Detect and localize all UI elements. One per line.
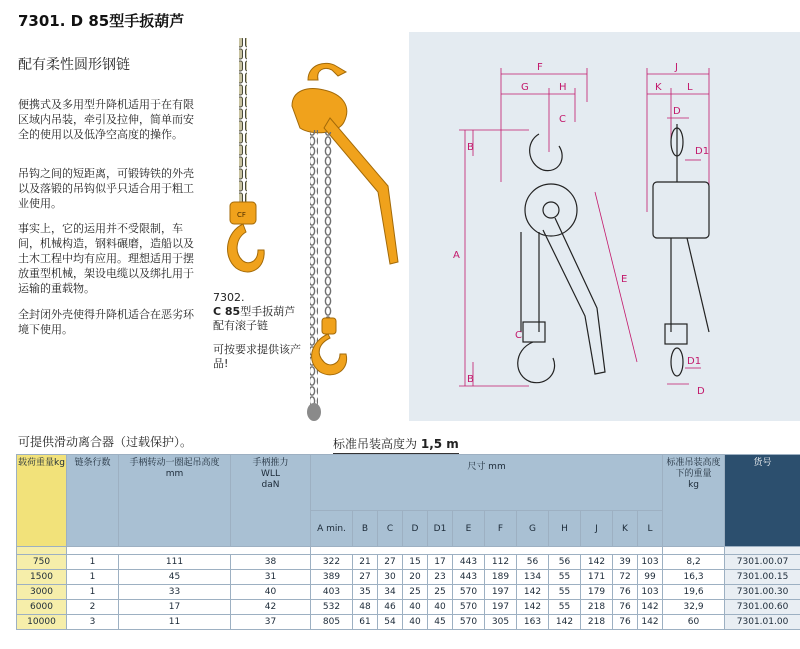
- dim-col-K: K: [613, 511, 638, 547]
- cell-dim-k: 76: [613, 585, 638, 600]
- cell-falls: 1: [67, 570, 119, 585]
- cell-dim-g: 142: [517, 600, 549, 615]
- availability-note: 可按要求提供该产品!: [213, 343, 301, 370]
- cell-dim-k: 76: [613, 600, 638, 615]
- cell-dim-d: 15: [403, 555, 428, 570]
- cell-dim-f: 305: [485, 615, 517, 630]
- cell-dim-l: 103: [638, 555, 663, 570]
- cell-dim-b: 35: [353, 585, 378, 600]
- cell-dim-c: 34: [378, 585, 403, 600]
- dim-label-D-bottom: D: [697, 386, 705, 397]
- cell-dim-j: 142: [581, 555, 613, 570]
- cell-dim-amin: 805: [311, 615, 353, 630]
- dim-label-A: A: [453, 250, 460, 261]
- cell-lift: 17: [119, 600, 231, 615]
- dim-col-C: C: [378, 511, 403, 547]
- table-row: [17, 585, 800, 600]
- hoist-lever: [324, 118, 398, 264]
- cell-dim-d: 25: [403, 585, 428, 600]
- dim-label-F: F: [537, 62, 543, 73]
- cell-dim-g: 134: [517, 570, 549, 585]
- cell-load: 3000: [17, 585, 67, 600]
- dim-label-E: E: [621, 274, 628, 285]
- dim-label-D1: D1: [695, 146, 710, 157]
- description-paragraph: 全封闭外壳使得升降机适合在恶劣环境下使用。: [18, 308, 194, 336]
- table-row: [17, 555, 800, 570]
- cell-dim-h: 142: [549, 615, 581, 630]
- description-paragraph: 便携式及多用型升降机适用于在有限区域内吊装，牵引及拉伸，简单而安全的使用以及低净空高度的操作。: [18, 98, 194, 141]
- dim-label-D: D: [673, 106, 681, 117]
- dim-col-J: J: [581, 511, 613, 547]
- spec-table: [16, 454, 800, 630]
- cell-dim-f: 112: [485, 555, 517, 570]
- col-header-falls: 链条行数: [67, 455, 119, 547]
- col-header-pull: 手柄推力 WLL daN: [231, 455, 311, 547]
- dim-col-F: F: [485, 511, 517, 547]
- cell-dim-f: 197: [485, 600, 517, 615]
- cell-dim-d: 20: [403, 570, 428, 585]
- page-subtitle: 配有柔性圆形钢链: [18, 57, 130, 73]
- cell-dim-amin: 322: [311, 555, 353, 570]
- cell-dim-b: 21: [353, 555, 378, 570]
- cell-code: 7301.00.15: [725, 570, 800, 585]
- product-caption: [213, 291, 313, 333]
- cell-falls: 1: [67, 585, 119, 600]
- cell-dim-c: 30: [378, 570, 403, 585]
- cell-dim-j: 218: [581, 615, 613, 630]
- cell-dim-k: 76: [613, 615, 638, 630]
- cell-pull: 31: [231, 570, 311, 585]
- cell-load: 1500: [17, 570, 67, 585]
- cell-pull: 40: [231, 585, 311, 600]
- cell-lift: 111: [119, 555, 231, 570]
- cell-dim-h: 55: [549, 570, 581, 585]
- cell-dim-h: 55: [549, 585, 581, 600]
- cell-code: 7301.00.30: [725, 585, 800, 600]
- cell-dim-l: 142: [638, 600, 663, 615]
- dim-col-L: L: [638, 511, 663, 547]
- dim-col-A: A min.: [311, 511, 353, 547]
- cell-dim-b: 27: [353, 570, 378, 585]
- cell-dim-l: 103: [638, 585, 663, 600]
- cell-lift: 33: [119, 585, 231, 600]
- cell-pull: 38: [231, 555, 311, 570]
- spec-table-body: [17, 555, 800, 630]
- cell-dim-g: 163: [517, 615, 549, 630]
- cell-dim-f: 189: [485, 570, 517, 585]
- cell-load: 6000: [17, 600, 67, 615]
- cell-dim-amin: 403: [311, 585, 353, 600]
- cell-dim-b: 48: [353, 600, 378, 615]
- dim-col-H: H: [549, 511, 581, 547]
- table-row: [17, 570, 800, 585]
- caption-name: 型手扳葫芦: [240, 305, 296, 318]
- cell-weight: 8,2: [663, 555, 725, 570]
- cell-weight: 60: [663, 615, 725, 630]
- cell-load: 10000: [17, 615, 67, 630]
- col-header-lift: 手柄转动一圈起吊高度 mm: [119, 455, 231, 547]
- dim-label-K: K: [655, 82, 662, 93]
- cell-dim-k: 39: [613, 555, 638, 570]
- description-paragraph: 吊钩之间的短距离，可锻铸铁的外壳以及落锻的吊钩似乎只适合用于粗工业使用。: [18, 167, 194, 210]
- cell-dim-e: 570: [453, 615, 485, 630]
- slip-clutch-note: 可提供滑动离合器（过载保护）。: [18, 435, 193, 449]
- cell-dim-amin: 532: [311, 600, 353, 615]
- cell-pull: 37: [231, 615, 311, 630]
- cell-dim-e: 443: [453, 570, 485, 585]
- cell-falls: 2: [67, 600, 119, 615]
- col-header-weight: 标准吊装高度下的重量 kg: [663, 455, 725, 547]
- dim-col-G: G: [517, 511, 549, 547]
- cell-dim-j: 179: [581, 585, 613, 600]
- cell-dim-g: 142: [517, 585, 549, 600]
- cell-dim-h: 56: [549, 555, 581, 570]
- col-header-load: 载荷重量kg: [17, 455, 67, 547]
- cell-weight: 16,3: [663, 570, 725, 585]
- dim-label-G: G: [521, 82, 529, 93]
- dim-col-B: B: [353, 511, 378, 547]
- dim-label-C: C: [559, 114, 566, 125]
- cell-lift: 45: [119, 570, 231, 585]
- col-header-code: 货号: [725, 455, 800, 547]
- cell-dim-c: 27: [378, 555, 403, 570]
- cell-dim-e: 443: [453, 555, 485, 570]
- page-title: 7301. D 85型手扳葫芦: [18, 12, 185, 30]
- cell-dim-amin: 389: [311, 570, 353, 585]
- std-height-prefix: 标准吊装高度为: [333, 437, 418, 451]
- std-height-value: 1,5 m: [420, 437, 459, 451]
- cell-load: 750: [17, 555, 67, 570]
- table-row: [17, 600, 800, 615]
- standard-height-note: [333, 435, 459, 454]
- cell-dim-k: 72: [613, 570, 638, 585]
- dim-label-J: J: [675, 62, 678, 73]
- dim-col-D1: D1: [428, 511, 453, 547]
- dim-col-E: E: [453, 511, 485, 547]
- cell-dim-l: 142: [638, 615, 663, 630]
- table-row: [17, 615, 800, 630]
- cell-dim-d: 40: [403, 615, 428, 630]
- dim-label-B: B: [467, 142, 474, 153]
- cell-weight: 32,9: [663, 600, 725, 615]
- cell-dim-d1: 17: [428, 555, 453, 570]
- cell-dim-c: 46: [378, 600, 403, 615]
- cell-dim-g: 56: [517, 555, 549, 570]
- cell-dim-c: 54: [378, 615, 403, 630]
- cell-falls: 3: [67, 615, 119, 630]
- description-paragraph: 事实上，它的运用并不受限制，车间，机械构造，钢料碾磨，造船以及土木工程中均有应用。理想适用于摆放重型机械，架设电缆以及绑扎用于运输的重载物。: [18, 222, 194, 295]
- dim-col-D: D: [403, 511, 428, 547]
- cell-dim-l: 99: [638, 570, 663, 585]
- dim-label-L: L: [687, 82, 693, 93]
- cell-dim-d1: 40: [428, 600, 453, 615]
- cell-dim-d: 40: [403, 600, 428, 615]
- dim-label-B2: B: [467, 374, 474, 385]
- cell-code: 7301.00.07: [725, 555, 800, 570]
- cell-lift: 11: [119, 615, 231, 630]
- cell-dim-h: 55: [549, 600, 581, 615]
- col-header-dims: 尺寸 mm: [311, 455, 663, 511]
- cell-falls: 1: [67, 555, 119, 570]
- dimension-drawing: [409, 32, 800, 421]
- hoist-body: [292, 89, 347, 133]
- cell-code: 7301.01.00: [725, 615, 800, 630]
- dim-label-C2: C: [515, 330, 522, 341]
- cell-pull: 42: [231, 600, 311, 615]
- caption-sub: 配有滚子链: [213, 319, 268, 332]
- dim-label-D1-bottom: D1: [687, 356, 702, 367]
- cell-dim-e: 570: [453, 600, 485, 615]
- dim-label-H: H: [559, 82, 567, 93]
- cell-dim-b: 61: [353, 615, 378, 630]
- cell-dim-f: 197: [485, 585, 517, 600]
- hook-tag: CF: [237, 211, 246, 219]
- cell-dim-e: 570: [453, 585, 485, 600]
- cell-dim-j: 171: [581, 570, 613, 585]
- cell-weight: 19,6: [663, 585, 725, 600]
- cell-dim-d1: 23: [428, 570, 453, 585]
- cell-dim-d1: 25: [428, 585, 453, 600]
- cell-dim-j: 218: [581, 600, 613, 615]
- cell-dim-d1: 45: [428, 615, 453, 630]
- caption-model-code: C 85: [213, 305, 241, 318]
- roller-chain: [239, 38, 247, 208]
- cell-code: 7301.00.60: [725, 600, 800, 615]
- caption-model: 7302.: [213, 291, 245, 304]
